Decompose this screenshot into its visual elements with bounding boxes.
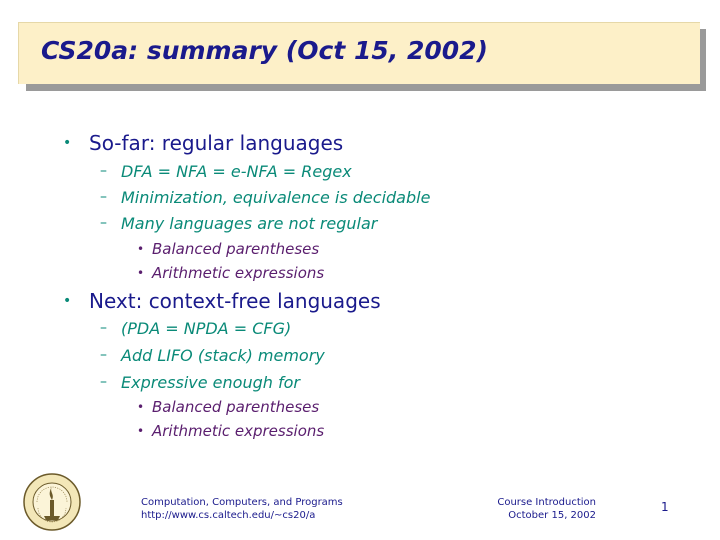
bullet-marker: • (137, 400, 145, 414)
caltech-seal-logo (22, 472, 82, 532)
slide-title: CS20a: summary (Oct 15, 2002) (41, 36, 488, 65)
bullet-marker: – (100, 215, 107, 231)
bullet-level-3-text: Balanced parentheses (152, 240, 320, 258)
footer-url[interactable]: http://www.cs.caltech.edu/~cs20/a (141, 510, 316, 521)
bullet-level-2-text: DFA = NFA = e-NFA = Regex (121, 162, 352, 181)
bullet-marker: – (100, 189, 107, 205)
title-bar (18, 22, 700, 84)
bullet-level-3-text: Arithmetic expressions (152, 422, 325, 440)
page-number: 1 (661, 500, 669, 514)
bullet-marker: • (137, 266, 145, 280)
bullet-marker: – (100, 347, 107, 363)
footer-topic: Course Introduction (497, 497, 596, 508)
bullet-marker: • (137, 242, 145, 256)
bullet-marker: • (137, 424, 145, 438)
bullet-level-2-text: Expressive enough for (121, 373, 300, 392)
bullet-marker: • (63, 135, 72, 151)
bullet-marker: – (100, 320, 107, 336)
footer-date: October 15, 2002 (508, 510, 596, 521)
bullet-level-1-text: Next: context-free languages (89, 289, 381, 313)
footer-right (497, 496, 596, 522)
bullet-level-2-text: Add LIFO (stack) memory (121, 346, 325, 365)
bullet-level-3-text: Balanced parentheses (152, 398, 320, 416)
footer-left (141, 496, 343, 522)
bullet-level-2-text: Minimization, equivalence is decidable (121, 188, 431, 207)
bullet-level-1-text: So-far: regular languages (89, 131, 344, 155)
bullet-level-2-text: (PDA = NPDA = CFG) (121, 319, 292, 338)
bullet-marker: – (100, 374, 107, 390)
bullet-marker: • (63, 293, 72, 309)
bullet-marker: – (100, 163, 107, 179)
bullet-level-3-text: Arithmetic expressions (152, 264, 325, 282)
bullet-level-2-text: Many languages are not regular (121, 214, 378, 233)
footer-course-name: Computation, Computers, and Programs (141, 497, 343, 508)
